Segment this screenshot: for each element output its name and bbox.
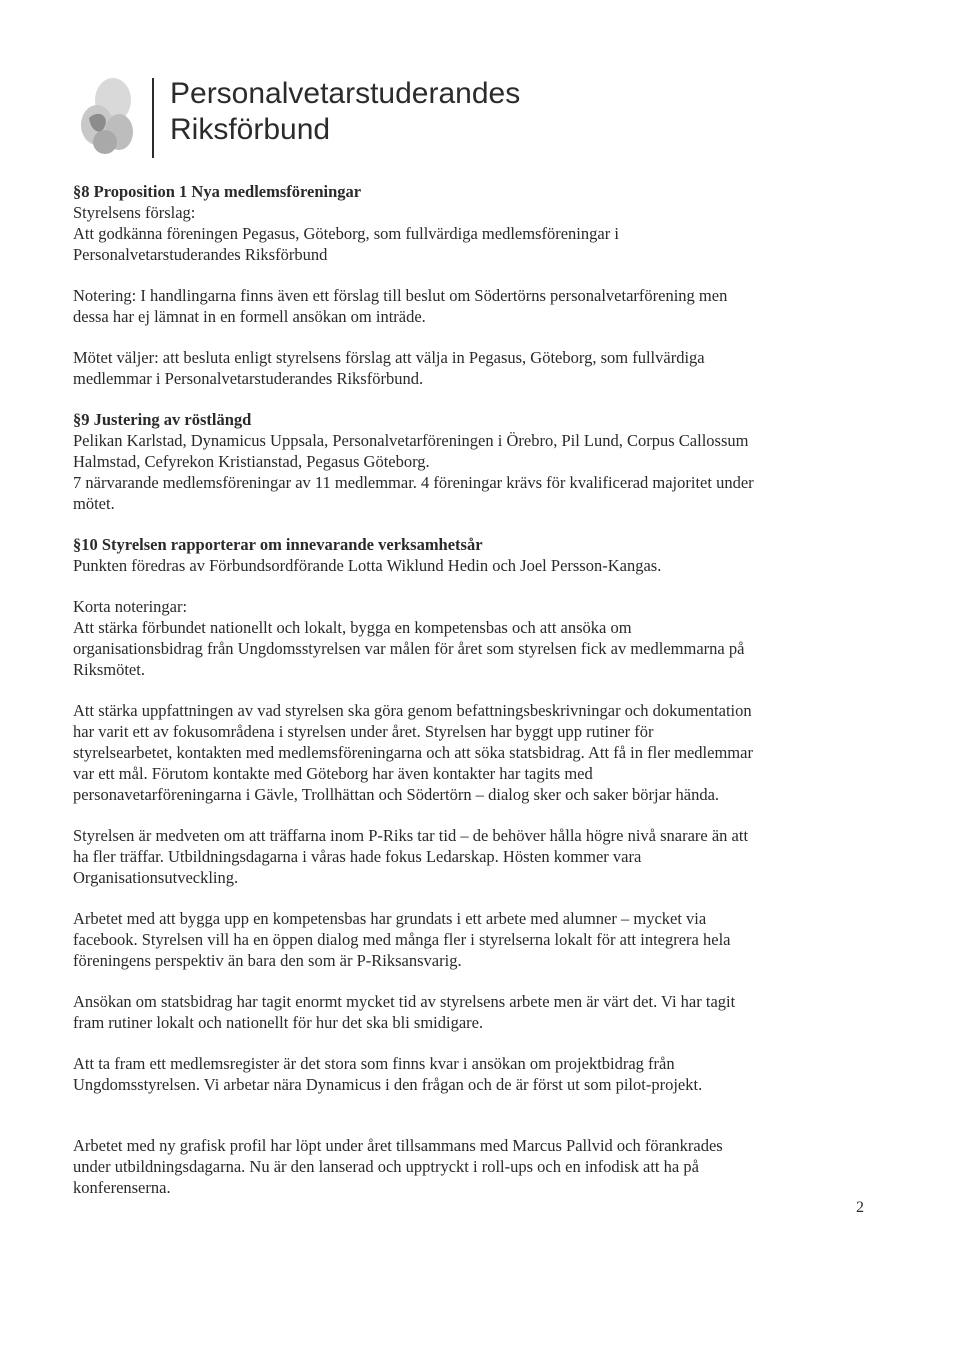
text-line: medlemmar i Personalvetarstuderandes Riksförbund. (73, 369, 424, 388)
text-line: Arbetet med ny grafisk profil har löpt under året tillsammans med Marcus Pallvid och förankrades (73, 1136, 723, 1155)
text-line: Att stärka förbundet nationellt och lokalt, bygga en kompetensbas och att ansöka om (73, 618, 632, 637)
text-line: Ansökan om statsbidrag har tagit enormt mycket tid av styrelsens arbete men är värt det. Vi har tagit (73, 992, 736, 1011)
letterhead (75, 70, 675, 170)
text-line: 7 närvarande medlemsföreningar av 11 medlemmar. 4 föreningar krävs för kvalificerad majoritet under (73, 473, 754, 492)
text-line: konferenserna. (73, 1178, 171, 1197)
organization-name-line1: Personalvetarstuderandes (170, 77, 521, 110)
text-line: Punkten föredras av Förbundsordförande Lotta Wiklund Hedin och Joel Persson-Kangas. (73, 556, 662, 575)
header-divider (152, 78, 154, 158)
page-number: 2 (856, 1199, 864, 1216)
text-line: Riksmötet. (73, 660, 145, 679)
section-8 (73, 181, 873, 389)
text-line: under utbildningsdagarna. Nu är den lanserad och upptryckt i roll-ups och en infodisk att ha på (73, 1157, 699, 1176)
text-line: Att godkänna föreningen Pegasus, Göteborg, som fullvärdiga medlemsföreningar i (73, 224, 619, 243)
section-9 (73, 409, 873, 514)
text-line: har varit ett av fokusområdena i styrelsen under året. Styrelsen har byggt upp rutiner för (73, 722, 654, 741)
section-10 (73, 534, 873, 1198)
text-line: Halmstad, Cefyrekon Kristianstad, Pegasus Göteborg. (73, 452, 430, 471)
section-8-heading: §8 Proposition 1 Nya medlemsföreningar (73, 182, 362, 201)
text-line: Korta noteringar: (73, 597, 188, 616)
text-line: Notering: I handlingarna finns även ett förslag till beslut om Södertörns personalvetarförening men (73, 286, 728, 305)
text-line: Att stärka uppfattningen av vad styrelsen ska göra genom befattningsbeskrivningar och dokumentation (73, 701, 752, 720)
organization-logo (75, 70, 139, 160)
text-line: Styrelsen är medveten om att träffarna inom P-Riks tar tid – de behöver hålla högre nivå snarare än att (73, 826, 749, 845)
text-line: facebook. Styrelsen vill ha en öppen dialog med många fler i styrelserna lokalt för att integrera hela (73, 930, 731, 949)
text-line: fram rutiner lokalt och nationellt för hur det ska bli smidigare. (73, 1013, 484, 1032)
text-line: Styrelsens förslag: (73, 203, 196, 222)
text-line: styrelsearbetet, kontakten med medlemsföreningarna och att söka statsbidrag. Att få in fler medlemmar (73, 743, 753, 762)
text-line: föreningens perspektiv än bara den som är P-Riksansvarig. (73, 951, 462, 970)
text-line: dessa har ej lämnat in en formell ansökan om inträde. (73, 307, 426, 326)
text-line: Att ta fram ett medlemsregister är det stora som finns kvar i ansökan om projektbidrag från (73, 1054, 675, 1073)
section-9-heading: §9 Justering av röstlängd (73, 410, 252, 429)
text-line: Mötet väljer: att besluta enligt styrelsens förslag att välja in Pegasus, Göteborg, som fullvärdiga (73, 348, 705, 367)
text-line: personavetarföreningarna i Gävle, Trollhättan och Södertörn – dialog sker och saker börjar hända. (73, 785, 720, 804)
text-line: organisationsbidrag från Ungdomsstyrelsen var målen för året som styrelsen fick av medlemmarna på (73, 639, 745, 658)
organization-name-line2: Riksförbund (170, 113, 331, 146)
text-line: Organisationsutveckling. (73, 868, 239, 887)
text-line: Arbetet med att bygga upp en kompetensbas har grundats i ett arbete med alumner – mycket via (73, 909, 707, 928)
document-body (73, 181, 873, 1198)
text-line: var ett mål. Förutom kontakte med Göteborg har även kontakter har tagits med (73, 764, 593, 783)
text-line: ha fler träffar. Utbildningsdagarna i våras hade fokus Ledarskap. Hösten kommer vara (73, 847, 642, 866)
text-line: Pelikan Karlstad, Dynamicus Uppsala, Personalvetarföreningen i Örebro, Pil Lund, Corpus Callossum (73, 431, 749, 450)
text-line: Ungdomsstyrelsen. Vi arbetar nära Dynamicus i den frågan och de är först ut som pilot-projekt. (73, 1075, 703, 1094)
text-line: mötet. (73, 494, 115, 513)
section-10-heading: §10 Styrelsen rapporterar om innevarande verksamhetsår (73, 535, 483, 554)
text-line: Personalvetarstuderandes Riksförbund (73, 245, 328, 264)
organization-name (170, 76, 520, 148)
